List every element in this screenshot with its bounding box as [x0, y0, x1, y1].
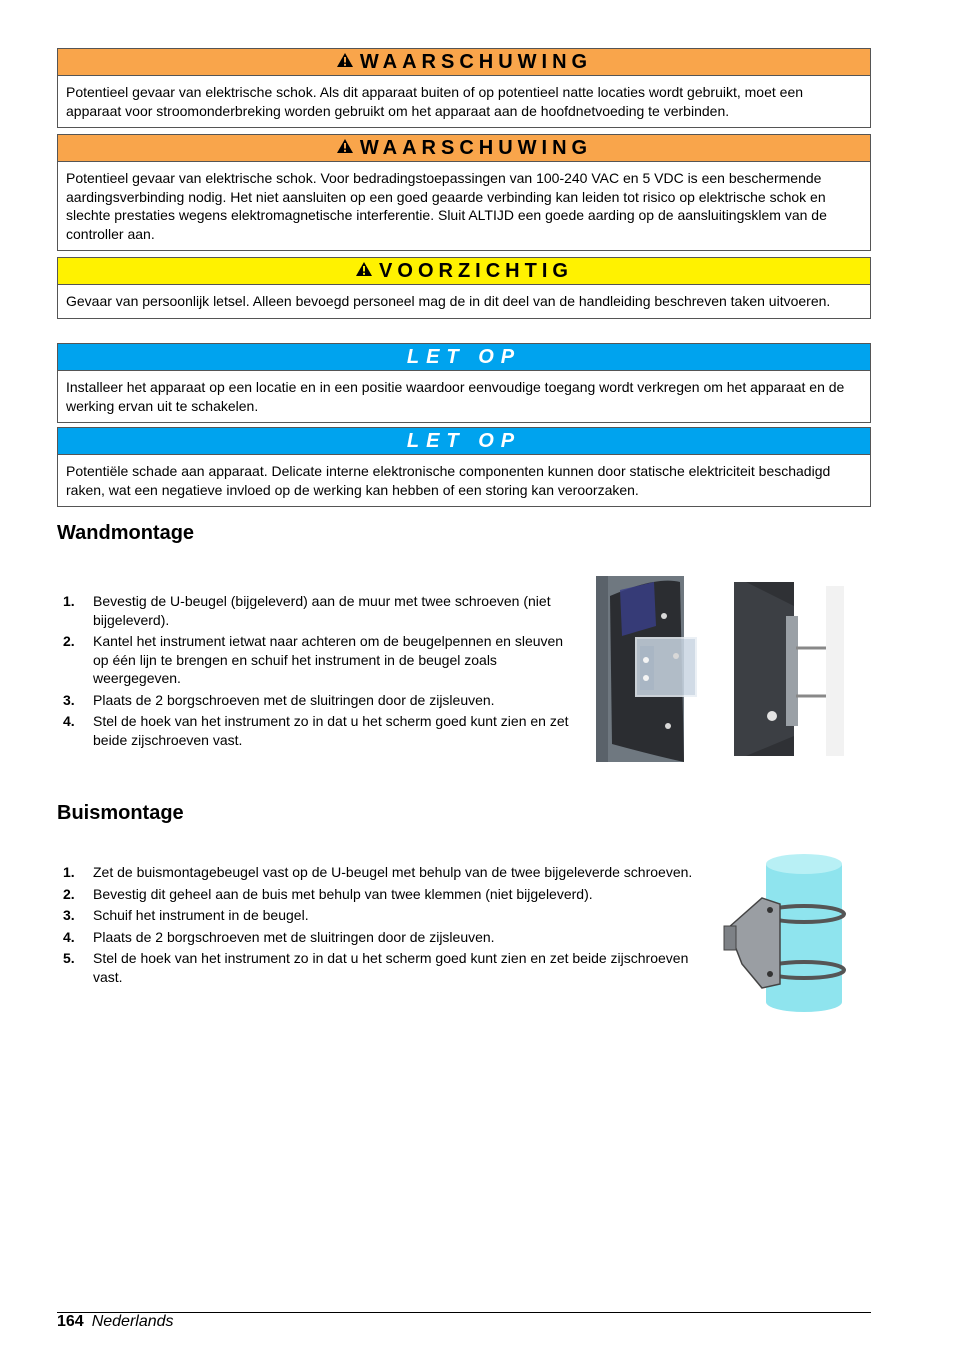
footer-rule [57, 1312, 871, 1313]
caution-header [58, 258, 870, 285]
warning-text: Potentieel gevaar van elektrische schok. Als dit apparaat buiten of op potentieel natte locaties wordt gebruikt, moet een apparaat voor stroomonderbreking worden gebruikt om het apparaat aan de hoofdnetvoeding te verbinden. [66, 84, 804, 119]
pipe-mount-heading: Buismontage [57, 802, 184, 824]
warning-header [58, 49, 870, 76]
wall-mount-illustration [596, 576, 852, 767]
notice-text: Installeer het apparaat op een locatie en in een positie waardoor eenvoudige toegang wordt verkregen om het apparaat en de werking ervan uit te schakelen. [66, 379, 845, 414]
page-footer [57, 1313, 174, 1331]
pipe-mount-illustration [722, 852, 846, 1019]
wall-mount-steps [57, 592, 577, 752]
warning-triangle-icon [355, 260, 373, 283]
list-item: 4. Stel de hoek van het instrument zo in dat u het scherm goed kunt zien en zet beide zijschroeven vast. [63, 713, 569, 748]
notice-title: LET OP [406, 429, 522, 452]
list-item: 2. Bevestig dit geheel aan de buis met behulp van twee klemmen (niet bijgeleverd). [63, 885, 593, 902]
list-item: 2. Kantel het instrument ietwat naar achteren om de beugelpennen en sleuven op één lijn te brengen en schuif het instrument in de beugel zoals weergegeven. [63, 633, 564, 686]
list-item: 1. Zet de buismontagebeugel vast op de U-beugel met behulp van de twee bijgeleverde schroeven. [63, 864, 693, 880]
page-number: 164 [57, 1313, 84, 1330]
notice-title: LET OP [406, 345, 522, 368]
warning-title: WAARSCHUWING [359, 136, 593, 159]
footer-language: Nederlands [91, 1313, 174, 1330]
warning-box-1 [57, 48, 871, 128]
pipe-mount-steps [57, 863, 699, 989]
warning-box-2 [57, 134, 871, 251]
caution-text: Gevaar van persoonlijk letsel. Alleen bevoegd personeel mag de in dit deel van de handleiding beschreven taken uitvoeren. [66, 293, 831, 309]
notice-box-2 [57, 427, 871, 507]
list-item: 1. Bevestig de U-beugel (bijgeleverd) aan de muur met twee schroeven (niet bijgeleverd). [63, 593, 551, 628]
list-item: 4. Plaats de 2 borgschroeven met de sluitringen door de zijsleuven. [63, 928, 495, 945]
notice-header [58, 428, 870, 455]
notice-box-1 [57, 343, 871, 423]
warning-title: WAARSCHUWING [359, 50, 593, 73]
warning-text: Potentieel gevaar van elektrische schok. Voor bedradingstoepassingen van 100-240 VAC en 5 VDC is een beschermende aardingsverbinding nodig. Het niet aansluiten op een goed geaarde verbinding kan leiden tot risico op elektrische schok en slechte prestaties wegens elektromagnetische interferentie. Sluit ALTIJD een goede aarding op de aansluitingsklem van de controller aan. [66, 170, 827, 242]
warning-triangle-icon [336, 51, 354, 74]
caution-box [57, 257, 871, 319]
notice-text: Potentiële schade aan apparaat. Delicate interne elektronische componenten kunnen door statische elektriciteit beschadigd raken, wat een negatieve invloed op de werking kan hebben of een storing kan veroorzaken. [66, 463, 831, 498]
warning-header [58, 135, 870, 162]
notice-header [58, 344, 870, 371]
wall-mount-heading: Wandmontage [57, 522, 195, 544]
list-item: 3. Plaats de 2 borgschroeven met de sluitringen door de zijsleuven. [63, 691, 495, 708]
list-item: 5. Stel de hoek van het instrument zo in dat u het scherm goed kunt zien en zet beide zijschroeven vast. [63, 950, 689, 985]
list-item: 3. Schuif het instrument in de beugel. [63, 907, 309, 923]
warning-triangle-icon [336, 137, 354, 160]
caution-title: VOORZICHTIG [379, 259, 573, 282]
